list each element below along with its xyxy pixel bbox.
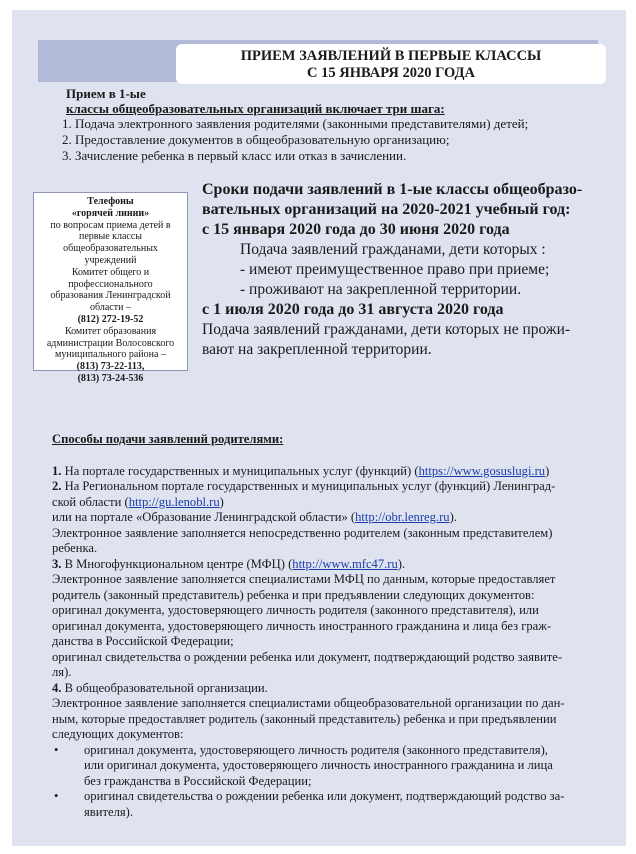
deadlines-heading-2: вательных организаций на 2020-2021 учебный год: (202, 201, 571, 218)
bullet-line: без гражданства в Российской Федерации; (84, 773, 312, 788)
way-4-line: ным, которые предоставляет родитель (законный представитель) ребенка и при предъявлении (52, 711, 557, 726)
way-3 (52, 557, 622, 573)
bullet-item-2 (52, 789, 622, 820)
lenreg-link[interactable]: http://obr.lenreg.ru (355, 510, 450, 524)
intro-step-2: 2. Предоставление документов в общеобразовательную организацию; (62, 132, 450, 147)
bullet-item-1 (52, 743, 622, 790)
period-1-dates: с 15 января 2020 года до 30 июня 2020 года (202, 221, 510, 238)
period-2-text-1: Подача заявлений гражданами, дети которых не прожи- (202, 321, 571, 338)
way-number: 2. (52, 479, 62, 493)
way-1-text: На портале государственных и муниципальных услуг (функций) ( (61, 463, 419, 478)
page-title (176, 44, 606, 84)
way-2-text: На Региональном портале государственных и муниципальных услуг (функций) Ленинград- (61, 479, 556, 493)
bullet-line: оригинал свидетельства о рождении ребенка или документ, подтверждающий родство за- (84, 789, 565, 803)
way-4-line: Электронное заявление заполняется специалистами общеобразовательной организации по дан- (52, 696, 565, 710)
intro-step-1: 1. Подача электронного заявления родителями (законными представителями) детей; (62, 116, 529, 131)
gosuslugi-link[interactable]: https://www.gosuslugi.ru (418, 463, 546, 478)
ways-heading: Способы подачи заявлений родителями: (52, 432, 284, 446)
way-3-line: родитель (законный представитель) ребенка и при предъявлении следующих документов: (52, 587, 535, 602)
way-number: 1. (52, 463, 62, 478)
way-2-text2b: ) (219, 494, 224, 509)
way-3-end: ). (397, 556, 406, 571)
hotline-phone: (812) 272-19-52 (77, 313, 144, 325)
hotline-box (33, 192, 188, 384)
deadlines-heading-1: Сроки подачи заявлений в 1-ые классы общеобразо- (202, 181, 583, 198)
way-3-line: оригинал документа, удостоверяющего личность иностранного гражданина и лица без граж- (52, 618, 552, 633)
intro-heading-1: Прием в 1-ые (66, 86, 146, 101)
hotline-phone: (813) 73-22-113, (76, 361, 145, 373)
way-2-note-2: ребенка. (52, 541, 98, 555)
intro-heading-2: классы общеобразовательных организаций включает три шага: (66, 101, 445, 116)
mfc-link[interactable]: http://www.mfc47.ru (292, 556, 398, 571)
way-1 (52, 464, 622, 480)
hotline-line: Комитет общего и (71, 266, 150, 278)
hotline-line: «горячей линии» (71, 207, 150, 219)
way-3-line: данства в Российской Федерации; (52, 634, 234, 648)
bullet-icon: • (54, 742, 59, 757)
hotline-line: администрации Волосовского (46, 337, 175, 349)
period-1-item-1: - имеют преимущественное право при приеме; (240, 261, 550, 278)
way-3-line: оригинал документа, удостоверяющего личность родителя (законного представителя), или (52, 603, 539, 617)
way-4-line: следующих документов: (52, 727, 184, 741)
hotline-line: первые классы (78, 231, 143, 243)
way-2-text3a: или на портале «Образование Ленинградской области» ( (52, 510, 356, 524)
way-2-line-3 (52, 510, 622, 526)
intro-step-3: 3. Зачисление ребенка в первый класс или отказ в зачислении. (62, 148, 407, 163)
bullet-line: оригинал документа, удостоверяющего личность родителя (законного представителя), (84, 742, 548, 757)
period-2-text-2: вают на закрепленной территории. (202, 341, 432, 358)
hotline-line: муниципального района – (55, 349, 166, 361)
hotline-line: области – (90, 302, 131, 314)
way-3-line: ля). (52, 665, 72, 679)
period-1-item-2: - проживают на закрепленной территории. (240, 281, 522, 298)
way-3-line: Электронное заявление заполняется специалистами МФЦ по данным, которые предоставляет (52, 572, 556, 586)
title-line-1: ПРИЕМ ЗАЯВЛЕНИЙ В ПЕРВЫЕ КЛАССЫ (240, 48, 542, 64)
way-2-text2a: ской области ( (52, 494, 129, 509)
way-number: 3. (52, 556, 62, 571)
hotline-line: профессионального (68, 278, 153, 290)
hotline-line: образования Ленинградской (50, 290, 171, 302)
hotline-line: по вопросам приема детей в (50, 219, 171, 231)
hotline-phone: (813) 73-24-536 (77, 372, 144, 384)
hotline-line: Комитет образования (64, 325, 157, 337)
way-3-line: оригинал свидетельства о рождении ребенка или документ, подтверждающий родство заявите- (52, 649, 563, 664)
way-2 (52, 479, 622, 495)
way-2-line-2 (52, 495, 622, 511)
way-2-note-1: Электронное заявление заполняется непосредственно родителем (законным представителем) (52, 525, 553, 540)
title-line-2: С 15 ЯНВАРЯ 2020 ГОДА (307, 65, 475, 81)
way-4 (52, 681, 622, 697)
way-4-text: В общеобразовательной организации. (61, 680, 268, 695)
bullet-line: или оригинал документа, удостоверяющего личность иностранного гражданина и лица (84, 758, 553, 772)
bullet-icon: • (54, 789, 59, 803)
hotline-line: общеобразовательных (63, 243, 158, 255)
ways-section (52, 432, 622, 820)
hotline-line: учреждений (84, 254, 137, 266)
period-2-dates: с 1 июля 2020 года до 31 августа 2020 года (202, 301, 504, 318)
bullet-line: явителя). (84, 804, 133, 819)
period-1-text: Подача заявлений гражданами, дети которых : (240, 241, 546, 258)
lenobl-link[interactable]: http://gu.lenobl.ru (128, 494, 220, 509)
way-number: 4. (52, 680, 62, 695)
way-3-text: В Многофункциональном центре (МФЦ) ( (61, 556, 293, 571)
way-2-text3b: ). (449, 510, 457, 524)
hotline-line: Телефоны (87, 196, 134, 207)
way-1-end: ) (545, 463, 550, 478)
